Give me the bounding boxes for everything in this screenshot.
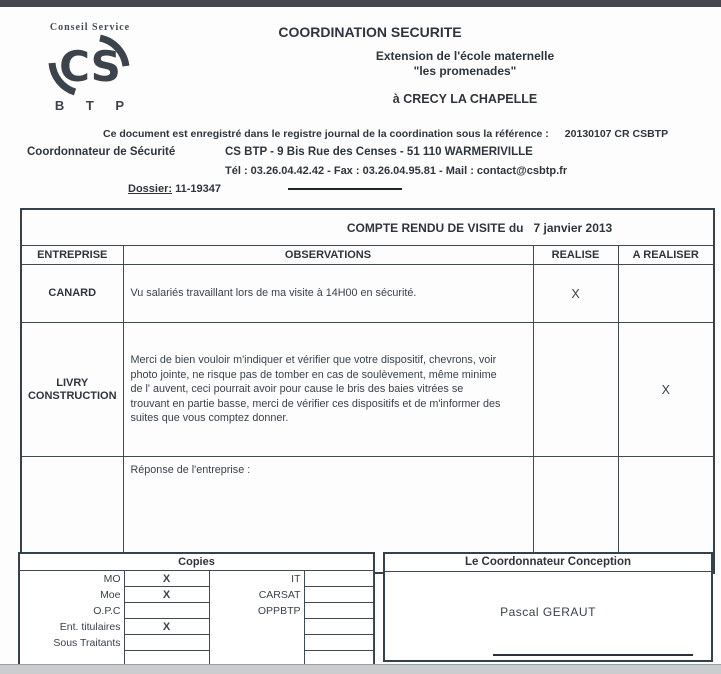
realise-mark: X: [533, 265, 618, 323]
report-title: [22, 221, 713, 235]
svg-text:CS: CS: [59, 42, 121, 91]
table-row: [21, 265, 714, 323]
copies-left-checkbox: X: [124, 587, 209, 603]
signature-underline: [493, 654, 693, 656]
company-logo: [28, 22, 152, 113]
copies-left-checkbox: [124, 603, 209, 619]
signature-panel-title: Le Coordonnateur Conception: [385, 554, 711, 572]
dossier-number: 11-19347: [175, 183, 221, 195]
copies-row: [20, 571, 373, 587]
logo-bottom-text: B T P: [54, 98, 134, 113]
report-title-row: [21, 209, 714, 246]
report-title-text: COMPTE RENDU DE VISITE du: [346, 220, 524, 235]
registration-line: [103, 128, 718, 140]
copies-left-checkbox: [124, 635, 209, 651]
document-title: COORDINATION SECURITE: [278, 24, 462, 40]
project-subtitle: [310, 49, 620, 79]
copies-right-checkbox: [304, 635, 373, 651]
coordinator-name: Pascal GERAUT: [500, 605, 596, 619]
a-realiser-mark: [618, 265, 714, 323]
copies-right-label: OPPBTP: [257, 604, 301, 617]
copies-left-label: Ent. titulaires: [59, 620, 121, 633]
a-realiser-mark: X: [618, 323, 714, 457]
realise-mark: [533, 323, 618, 457]
scan-artifact-line: [288, 188, 402, 190]
registration-reference: 20130107 CR CSBTP: [564, 128, 669, 140]
observation-text: Réponse de l'entreprise :: [123, 457, 533, 574]
project-subtitle-line2: "les promenades": [413, 64, 517, 78]
column-header-a-realiser: A REALISER: [618, 246, 714, 265]
copies-row: [20, 619, 373, 635]
copies-left-label: Moe: [100, 588, 121, 601]
coordinator-label: Coordonnateur de Sécurité: [27, 146, 176, 158]
copies-left-label: Sous Traitants: [53, 636, 121, 649]
copies-row: [20, 635, 373, 651]
copies-table: [20, 554, 374, 667]
signature-panel: [383, 552, 713, 662]
dossier-line: [128, 183, 221, 195]
scan-edge-bottom: [0, 664, 721, 674]
copies-table-wrapper: [18, 552, 375, 669]
copies-right-checkbox: [304, 619, 373, 635]
dossier-label: Dossier:: [128, 183, 173, 195]
logo-top-text: Conseil Service: [49, 22, 131, 33]
coordinator-contact: Tél : 03.26.04.42.42 - Fax : 03.26.04.95.81 - Mail : contact@csbtp.fr: [225, 165, 568, 177]
copies-title-row: [20, 554, 373, 571]
entreprise-name: LIVRY CONSTRUCTION: [21, 323, 123, 457]
cs-btp-logo-icon: [42, 33, 138, 97]
copies-title: Copies: [20, 554, 373, 571]
copies-left-label: O.P.C: [93, 604, 121, 617]
copies-row: [20, 603, 373, 619]
project-subtitle-line1: Extension de l'école maternelle: [375, 49, 555, 63]
column-header-entreprise: ENTREPRISE: [21, 246, 123, 265]
copies-right-checkbox: [304, 603, 373, 619]
observation-text: Merci de bien vouloir m'indiquer et vérifier que votre dispositif, chevrons, voir photo jointe, ne risque pas de tomber en cas de soulèvement, même minime de l' auvent, ceci pourrait avoir pour cause le bris des baies vitrées se trouvant en partie basse, merci de vérifier ces dispositifs et de m'informer des suites que vous comptez donner.: [123, 323, 533, 457]
report-header-row: [21, 246, 714, 265]
copies-right-label: [209, 619, 304, 635]
registration-label: Ce document est enregistré dans le registre journal de la coordination sous la référence :: [103, 128, 549, 140]
copies-left-checkbox: X: [124, 571, 209, 587]
coordinator-address: CS BTP - 9 Bis Rue des Censes - 51 110 WARMERIVILLE: [225, 146, 533, 158]
copies-row: [20, 587, 373, 603]
report-date: 7 janvier 2013: [533, 220, 613, 235]
copies-right-checkbox: [304, 587, 373, 603]
project-location: à CRECY LA CHAPELLE: [392, 92, 538, 106]
scan-edge-top: [0, 0, 721, 7]
column-header-observations: OBSERVATIONS: [123, 246, 533, 265]
table-row: [21, 323, 714, 457]
copies-left-checkbox: X: [124, 619, 209, 635]
copies-right-label: [209, 635, 304, 651]
copies-left-label: MO: [103, 572, 121, 585]
column-header-realise: REALISE: [533, 246, 618, 265]
visit-report-table: [20, 208, 715, 574]
copies-right-checkbox: [304, 571, 373, 587]
entreprise-name: CANARD: [21, 265, 123, 323]
copies-right-label: IT: [291, 572, 301, 585]
observation-text: Vu salariés travaillant lors de ma visite à 14H00 en sécurité.: [123, 265, 533, 323]
copies-right-label: CARSAT: [258, 588, 301, 601]
